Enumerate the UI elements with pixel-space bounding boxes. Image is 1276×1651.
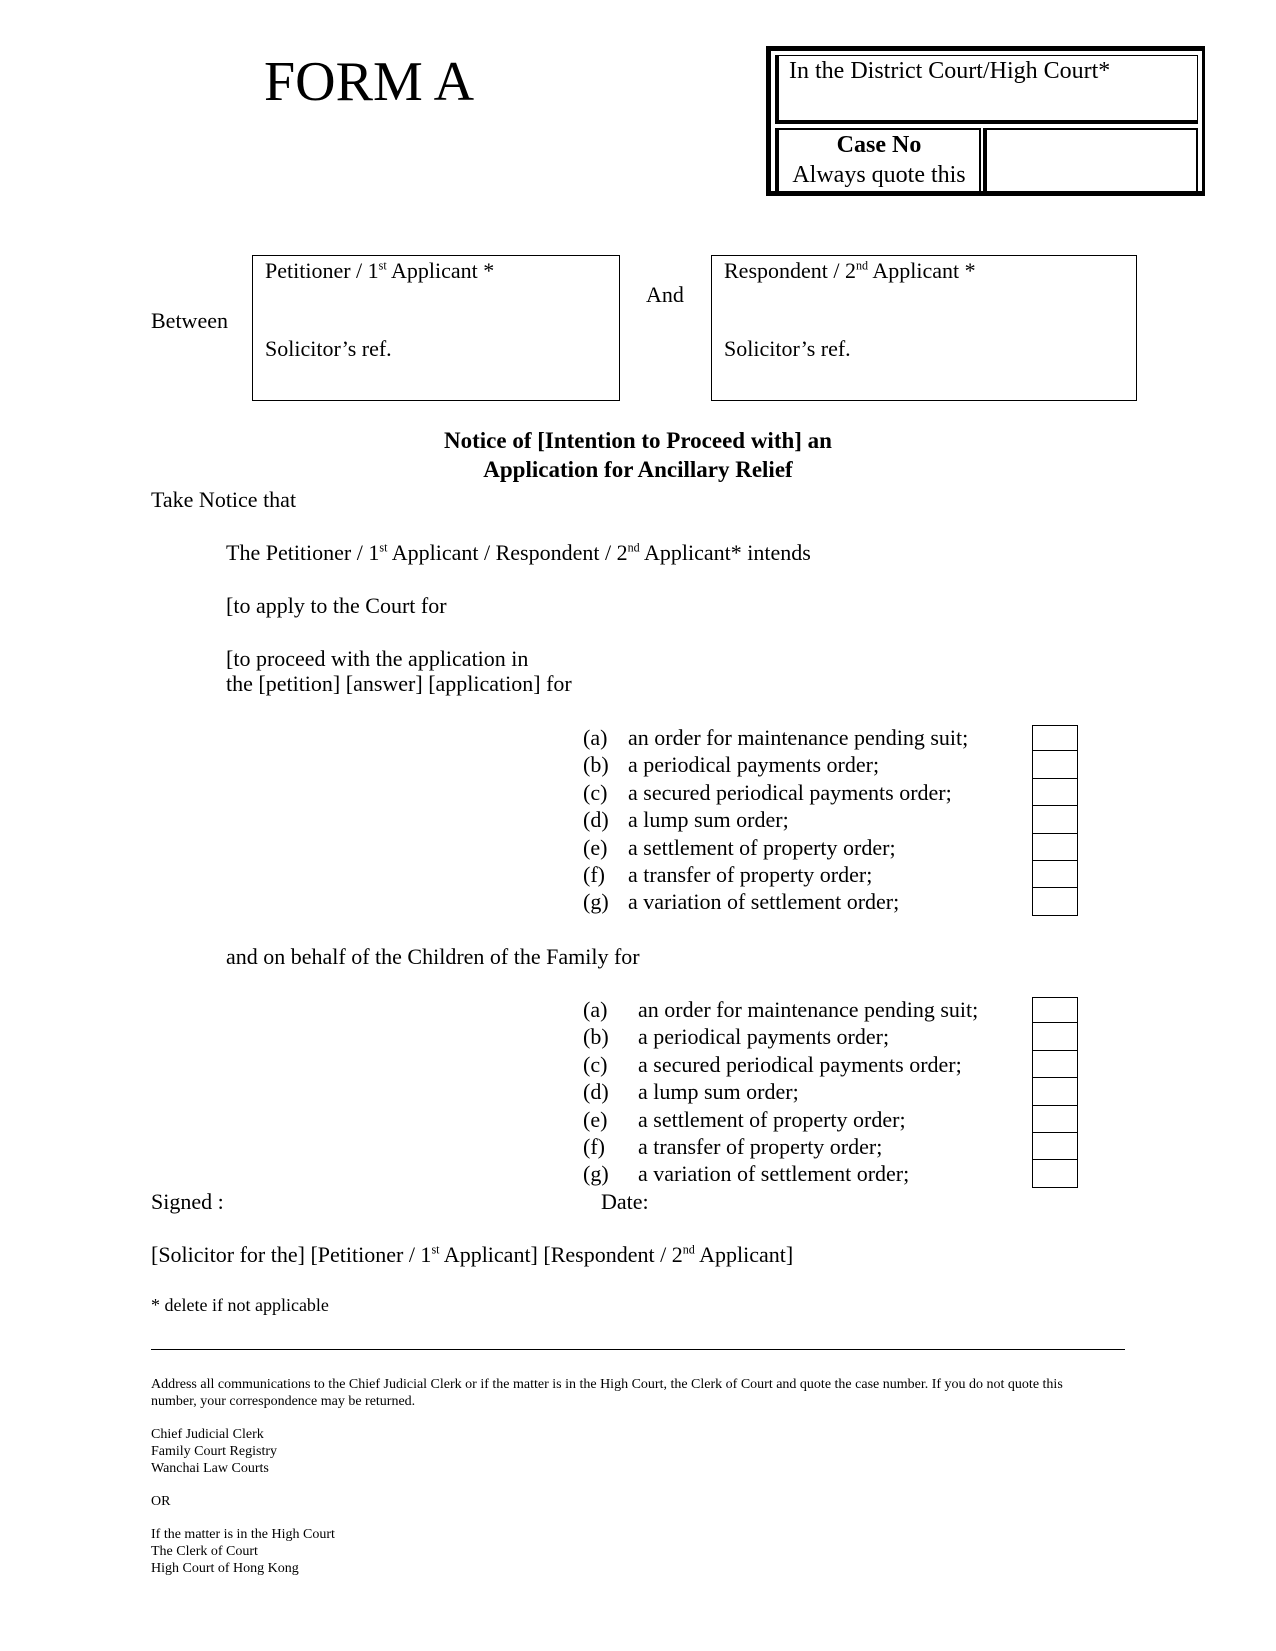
solicitor-line: [Solicitor for the] [Petitioner / 1st Applicant] [Respondent / 2nd Applicant] [151,1242,794,1267]
children-order-checkbox[interactable] [1032,1078,1078,1105]
list-item: (d) a lump sum order; [583,1079,799,1105]
address-line: Wanchai Law Courts [151,1461,269,1476]
apply-text: [to apply to the Court for [226,593,447,618]
form-title: FORM A [264,51,475,113]
order-checkbox[interactable] [1032,861,1078,888]
proceed-text-line1: [to proceed with the application in [226,646,529,671]
children-order-checkbox[interactable] [1032,997,1078,1023]
proceed-text-line2: the [petition] [answer] [application] for [226,671,572,696]
notice-heading-line1: Notice of [Intention to Proceed with] an [444,428,832,453]
court-name: In the District Court/High Court* [789,58,1111,84]
list-item: (a) an order for maintenance pending suit; [583,997,979,1022]
address-line: The Clerk of Court [151,1544,258,1559]
respondent-solicitor-ref: Solicitor’s ref. [724,336,851,361]
or-label: OR [151,1494,171,1509]
list-item: (g) a variation of settlement order; [583,889,900,915]
list-item: (b) a periodical payments order; [583,752,880,778]
case-no-hint: Always quote this [792,162,966,188]
district-address [151,1426,277,1477]
petitioner-solicitor-ref: Solicitor’s ref. [265,336,392,361]
case-no-field[interactable] [983,128,1198,194]
case-no-label: Case No [836,132,922,158]
high-court-address [151,1526,335,1577]
delete-footnote: * delete if not applicable [151,1295,329,1315]
petitioner-box[interactable] [252,255,620,401]
list-item: (e) a settlement of property order; [583,834,896,860]
respondent-label: Respondent / 2nd Applicant * [724,258,976,283]
orders-list [583,724,968,916]
notice-heading-line2: Application for Ancillary Relief [483,457,793,482]
orders-checkboxes [1032,725,1078,916]
list-item: (f) a transfer of property order; [583,1134,883,1160]
address-instructions-line2: number, your correspondence may be returned. [151,1394,416,1409]
list-item: (e) a settlement of property order; [583,1106,906,1132]
children-order-checkbox[interactable] [1032,1160,1078,1187]
court-box [766,46,1205,196]
children-orders-checkboxes [1032,997,1078,1188]
date-label: Date: [601,1189,649,1214]
signed-label: Signed : [151,1189,224,1214]
order-checkbox[interactable] [1032,725,1078,751]
list-item: (g) a variation of settlement order; [583,1161,910,1187]
list-item: (a) an order for maintenance pending suit; [583,725,969,750]
order-checkbox[interactable] [1032,834,1078,861]
address-line: Family Court Registry [151,1444,277,1459]
divider [151,1349,1125,1350]
between-label: Between [151,308,228,333]
address-line: High Court of Hong Kong [151,1561,299,1576]
list-item: (b) a periodical payments order; [583,1024,890,1050]
petitioner-label: Petitioner / 1st Applicant * [265,258,495,283]
address-instructions-line1: Address all communications to the Chief Judicial Clerk or if the matter is in the High Court, the Clerk of Court and quote the case number. If you do not quote this [151,1377,1063,1392]
order-checkbox[interactable] [1032,751,1078,778]
children-order-checkbox[interactable] [1032,1023,1078,1050]
case-no-label-cell [775,128,981,194]
address-line: If the matter is in the High Court [151,1527,335,1542]
respondent-box[interactable] [711,255,1137,401]
list-item: (d) a lump sum order; [583,807,789,833]
order-checkbox[interactable] [1032,779,1078,806]
order-checkbox[interactable] [1032,888,1078,915]
children-order-checkbox[interactable] [1032,1133,1078,1160]
order-checkbox[interactable] [1032,806,1078,833]
children-order-checkbox[interactable] [1032,1051,1078,1078]
address-line: Chief Judicial Clerk [151,1427,264,1442]
court-name-cell [775,55,1198,124]
take-notice: Take Notice that [151,487,297,512]
intends-text: The Petitioner / 1st Applicant / Respondent / 2nd Applicant* intends [226,540,811,565]
and-label: And [646,282,684,307]
list-item: (c) a secured periodical payments order; [583,1051,962,1077]
children-order-checkbox[interactable] [1032,1106,1078,1133]
list-item: (c) a secured periodical payments order; [583,779,952,805]
list-item: (f) a transfer of property order; [583,862,873,888]
children-orders-list [583,996,978,1188]
children-text: and on behalf of the Children of the Family for [226,944,640,969]
